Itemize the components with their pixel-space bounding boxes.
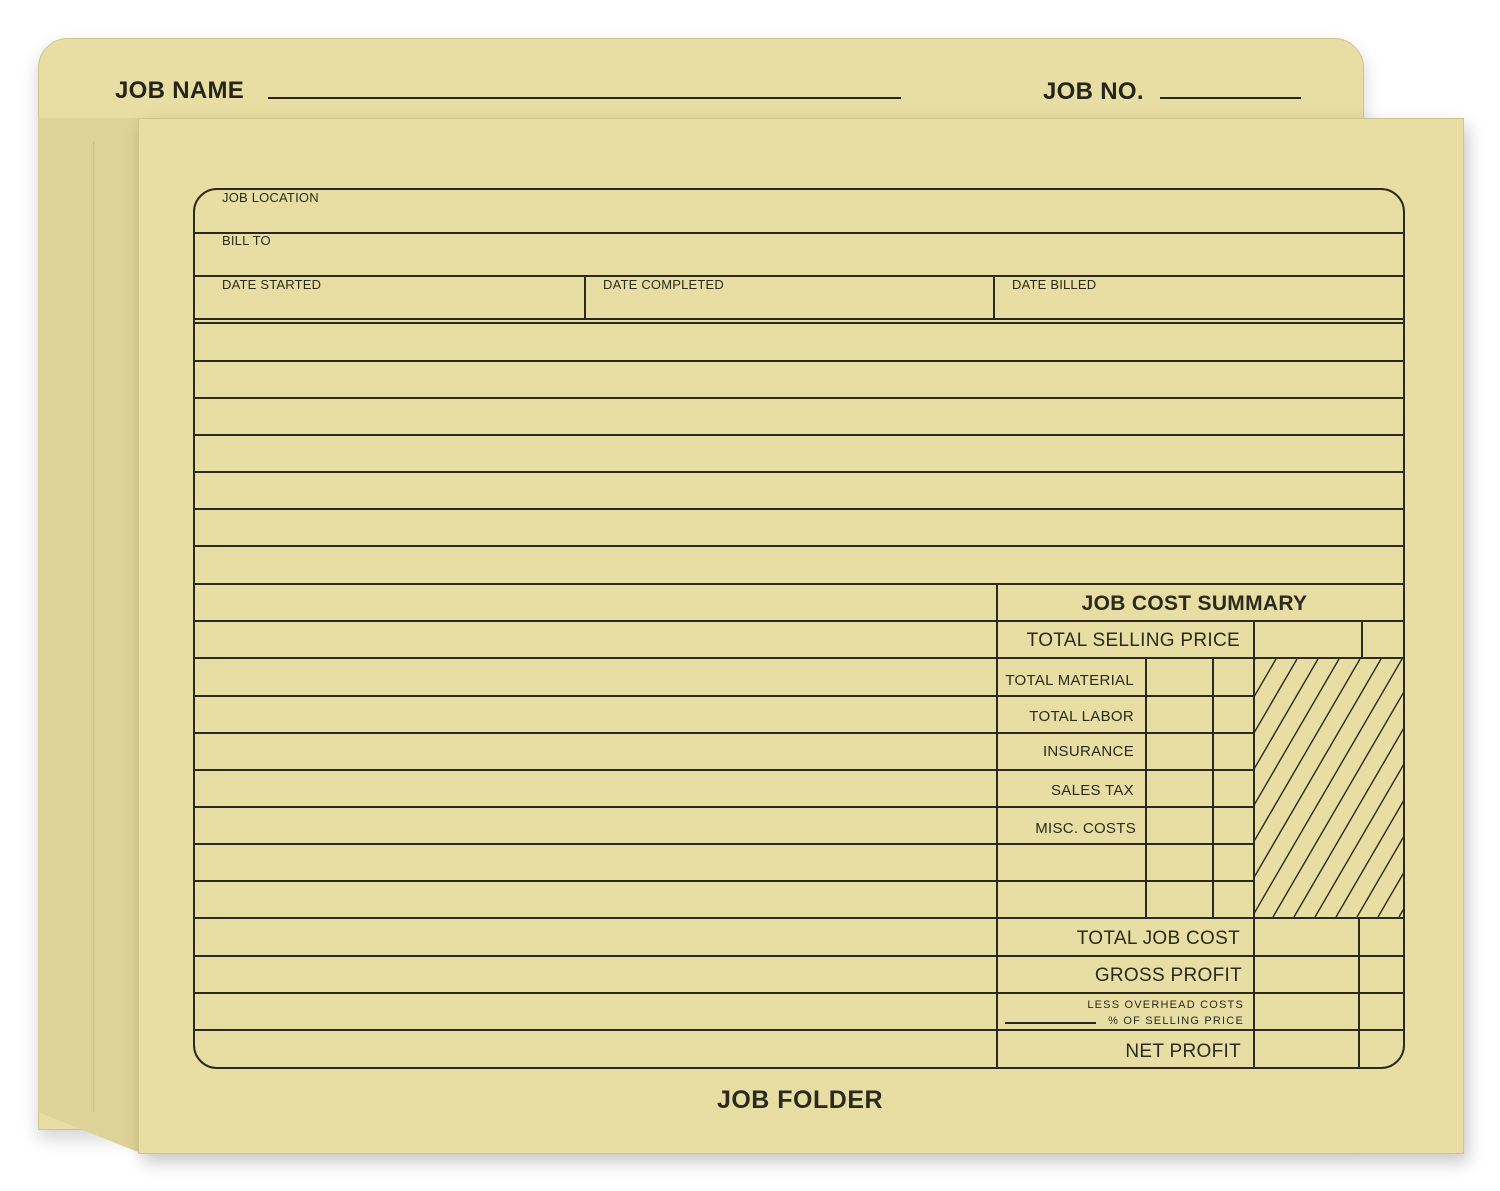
- row-divider: [195, 318, 1405, 320]
- gusset-fold-line: [93, 142, 94, 1112]
- summary-row-line: [998, 806, 1254, 808]
- cost-item-label: INSURANCE: [1042, 743, 1134, 760]
- ruled-line[interactable]: [195, 471, 1405, 473]
- less-overhead-line1: LESS OVERHEAD COSTS: [1087, 999, 1244, 1011]
- col-divider: [993, 276, 995, 319]
- summary-cents-divider: [1361, 621, 1363, 658]
- cost-cents-divider: [1212, 658, 1214, 918]
- total-cents-divider: [1358, 918, 1360, 1068]
- ruled-line[interactable]: [195, 583, 1405, 585]
- ruled-line[interactable]: [195, 545, 1405, 547]
- ruled-line[interactable]: [195, 508, 1405, 510]
- ruled-line[interactable]: [195, 695, 998, 697]
- ruled-line[interactable]: [195, 1029, 1405, 1031]
- ruled-line[interactable]: [195, 769, 998, 771]
- folder-side-gusset: [38, 118, 138, 1152]
- row-divider: [195, 232, 1405, 234]
- job-cost-summary-title: JOB COST SUMMARY: [1081, 592, 1308, 615]
- ruled-line[interactable]: [195, 880, 998, 882]
- ruled-line[interactable]: [195, 917, 1405, 919]
- total-selling-price-label: TOTAL SELLING PRICE: [1026, 630, 1240, 651]
- ruled-line[interactable]: [195, 806, 998, 808]
- ruled-line[interactable]: [195, 657, 1405, 659]
- row-divider-double: [195, 322, 1405, 324]
- ruled-line[interactable]: [195, 620, 1405, 622]
- cost-item-label: TOTAL LABOR: [1029, 708, 1134, 725]
- row-divider: [195, 275, 1405, 277]
- job-folder-title: JOB FOLDER: [716, 1086, 884, 1114]
- hatched-area: [1255, 659, 1405, 917]
- summary-row-line: [998, 880, 1254, 882]
- summary-row-line: [998, 695, 1254, 697]
- summary-row-line: [998, 769, 1254, 771]
- job-no-line[interactable]: [1160, 97, 1301, 99]
- ruled-line[interactable]: [195, 992, 1405, 994]
- job-no-label: JOB NO.: [1043, 78, 1144, 105]
- total-job-cost-label: TOTAL JOB COST: [1076, 928, 1240, 949]
- bill-to-field[interactable]: BILL TO: [222, 233, 271, 248]
- gross-profit-label: GROSS PROFIT: [1094, 965, 1242, 986]
- ruled-line[interactable]: [195, 843, 998, 845]
- job-location-field[interactable]: JOB LOCATION: [222, 190, 319, 205]
- ruled-line[interactable]: [195, 360, 1405, 362]
- date-started-field[interactable]: DATE STARTED: [222, 277, 322, 292]
- summary-row-line: [998, 843, 1254, 845]
- summary-row-line: [998, 732, 1254, 734]
- cost-item-label: TOTAL MATERIAL: [1005, 672, 1134, 689]
- date-billed-field[interactable]: DATE BILLED: [1012, 277, 1097, 292]
- net-profit-label: NET PROFIT: [1125, 1041, 1241, 1062]
- summary-left-border: [996, 584, 998, 1068]
- job-name-line[interactable]: [268, 97, 901, 99]
- ruled-line[interactable]: [195, 397, 1405, 399]
- date-completed-field[interactable]: DATE COMPLETED: [603, 277, 725, 292]
- cost-item-label: MISC. COSTS: [1035, 820, 1136, 837]
- job-name-label: JOB NAME: [115, 77, 245, 104]
- less-overhead-line2: % OF SELLING PRICE: [1108, 1015, 1244, 1027]
- overhead-percent-blank[interactable]: [1005, 1022, 1096, 1024]
- ruled-line[interactable]: [195, 434, 1405, 436]
- cost-item-label: SALES TAX: [1050, 782, 1134, 799]
- ruled-line[interactable]: [195, 732, 998, 734]
- col-divider: [584, 276, 586, 319]
- ruled-line[interactable]: [195, 955, 1405, 957]
- cost-col-divider: [1145, 658, 1147, 918]
